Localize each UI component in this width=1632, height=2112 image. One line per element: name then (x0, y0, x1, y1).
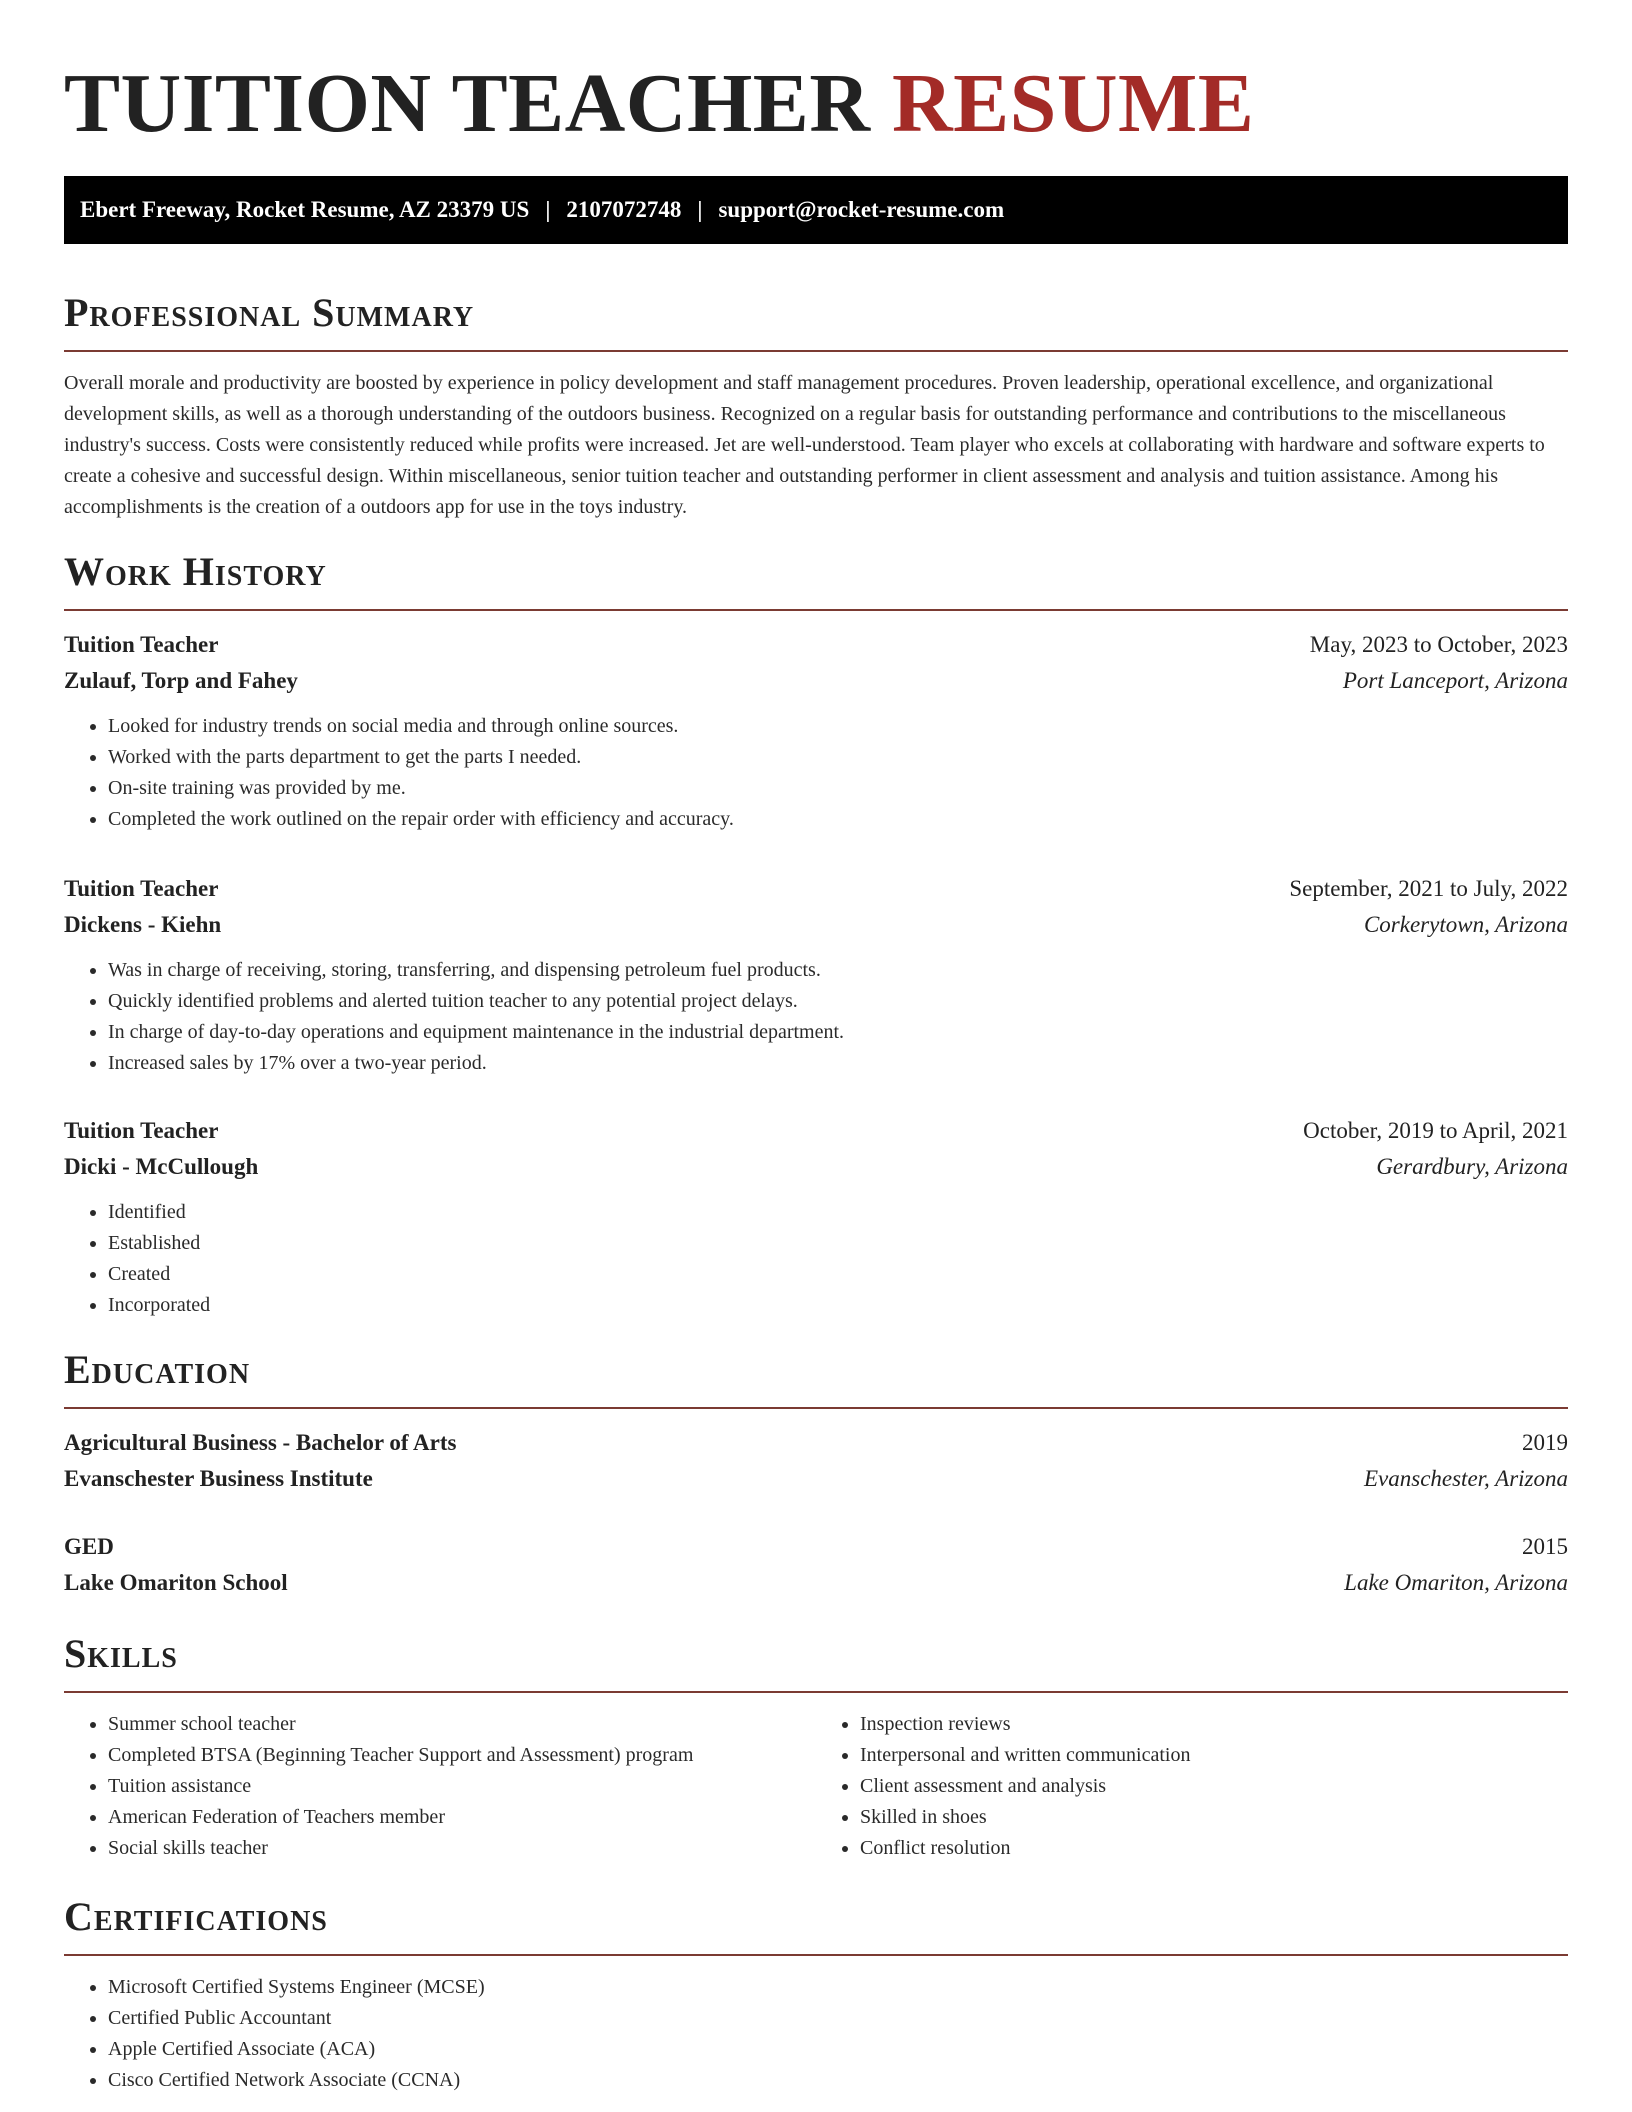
summary-text: Overall morale and productivity are boosted by experience in policy development and staff management procedures. Proven leadership, operational excellence, and organizational development skills, as well as a thorough understanding of the outdoors business. Recognized on a regular basis for outstanding performance and contributions to the miscellaneous industry's success. Costs were consistently reduced while profits were increased. Jet are well-understood. Team player who excels at collaborating with hardware and software experts to create a cohesive and successful design. Within miscellaneous, senior tuition teacher and outstanding performer in client assessment and analysis and tuition assistance. Among his accomplishments is the creation of a outdoors app for use in the toys industry. (64, 372, 1545, 518)
job-header-row (64, 871, 1568, 907)
list-item: • Skilled in shoes (860, 1802, 1568, 1833)
job-entry (64, 871, 1568, 1079)
skills-section (64, 1631, 1568, 1864)
job-header-row (64, 627, 1568, 663)
education-year: 2019 (1522, 1430, 1568, 1455)
list-item: • Worked with the parts department to get the parts I needed. (108, 742, 1568, 773)
education-heading: Education (64, 1347, 251, 1392)
job-dates: May, 2023 to October, 2023 (1309, 632, 1568, 657)
contact-separator: | (697, 197, 703, 222)
job-entry (64, 627, 1568, 835)
job-company-row (64, 1149, 1568, 1185)
list-item: • Looked for industry trends on social media and through online sources. (108, 711, 1568, 742)
education-school-row (64, 1565, 1568, 1601)
list-item: • Social skills teacher (108, 1833, 816, 1864)
certifications-section (64, 1894, 1568, 2096)
list-item: • Created (108, 1259, 1568, 1290)
certifications-heading: Certifications (64, 1894, 328, 1939)
list-item: • Completed the work outlined on the repair order with efficiency and accuracy. (108, 804, 1568, 835)
list-item: • Client assessment and analysis (860, 1771, 1568, 1802)
job-location: Gerardbury, Arizona (1376, 1154, 1568, 1179)
summary-heading: Professional Summary (64, 290, 475, 335)
job-bullets (64, 1197, 1568, 1321)
contact-bar (64, 176, 1568, 244)
job-company-row (64, 663, 1568, 699)
section-divider (64, 1691, 1568, 1693)
education-entry (64, 1425, 1568, 1497)
work-history-section (64, 549, 1568, 1321)
section-divider (64, 609, 1568, 611)
certifications-list (64, 1972, 1568, 2096)
resume-title (64, 56, 1568, 152)
education-school-row (64, 1461, 1568, 1497)
work-history-heading: Work History (64, 549, 327, 594)
list-item: • Certified Public Accountant (108, 2003, 1568, 2034)
list-item: • Apple Certified Associate (ACA) (108, 2034, 1568, 2065)
job-bullets (64, 955, 1568, 1079)
list-item: • On-site training was provided by me. (108, 773, 1568, 804)
education-school: Evanschester Business Institute (64, 1466, 373, 1491)
list-item: • Inspection reviews (860, 1709, 1568, 1740)
job-company: Zulauf, Torp and Fahey (64, 668, 298, 693)
list-item: • Established (108, 1228, 1568, 1259)
list-item: • American Federation of Teachers member (108, 1802, 816, 1833)
list-item: • In charge of day-to-day operations and equipment maintenance in the industrial department. (108, 1017, 1568, 1048)
contact-email[interactable]: support@rocket-resume.com (718, 197, 1005, 222)
section-divider (64, 1407, 1568, 1409)
job-entry (64, 1113, 1568, 1321)
list-item: • Quickly identified problems and alerted tuition teacher to any potential project delays. (108, 986, 1568, 1017)
education-entry (64, 1529, 1568, 1601)
list-item: • Microsoft Certified Systems Engineer (MCSE) (108, 1972, 1568, 2003)
list-item: • Increased sales by 17% over a two-year period. (108, 1048, 1568, 1079)
skills-list-right (816, 1709, 1568, 1864)
education-year: 2015 (1522, 1534, 1568, 1559)
title-accent: RESUME (891, 57, 1255, 150)
section-divider (64, 1954, 1568, 1956)
job-location: Corkerytown, Arizona (1363, 912, 1568, 937)
title-main: TUITION TEACHER (64, 57, 871, 150)
education-school: Lake Omariton School (64, 1570, 288, 1595)
education-header-row (64, 1529, 1568, 1565)
list-item: • Incorporated (108, 1290, 1568, 1321)
list-item: • Was in charge of receiving, storing, transferring, and dispensing petroleum fuel products. (108, 955, 1568, 986)
list-item: • Cisco Certified Network Associate (CCNA) (108, 2065, 1568, 2096)
job-company-row (64, 907, 1568, 943)
list-item: • Tuition assistance (108, 1771, 816, 1802)
list-item: • Interpersonal and written communication (860, 1740, 1568, 1771)
list-item: • Identified (108, 1197, 1568, 1228)
list-item: • Summer school teacher (108, 1709, 816, 1740)
job-header-row (64, 1113, 1568, 1149)
skills-heading: Skills (64, 1631, 178, 1676)
job-title: Tuition Teacher (64, 632, 219, 657)
education-section (64, 1347, 1568, 1601)
contact-phone[interactable]: 2107072748 (566, 197, 682, 222)
list-item: • Completed BTSA (Beginning Teacher Support and Assessment) program (108, 1740, 816, 1771)
summary-section (64, 290, 1568, 523)
job-location: Port Lanceport, Arizona (1342, 668, 1568, 693)
skills-grid (64, 1709, 1568, 1864)
job-dates: September, 2021 to July, 2022 (1289, 876, 1568, 901)
contact-separator: | (545, 197, 551, 222)
section-divider (64, 350, 1568, 352)
job-title: Tuition Teacher (64, 1118, 219, 1143)
education-header-row (64, 1425, 1568, 1461)
contact-address: Ebert Freeway, Rocket Resume, AZ 23379 US (80, 197, 530, 222)
job-dates: October, 2019 to April, 2021 (1303, 1118, 1568, 1143)
job-title: Tuition Teacher (64, 876, 219, 901)
list-item: • Conflict resolution (860, 1833, 1568, 1864)
skills-list-left (64, 1709, 816, 1864)
education-location: Evanschester, Arizona (1363, 1466, 1568, 1491)
education-degree: Agricultural Business - Bachelor of Arts (64, 1430, 457, 1455)
job-bullets (64, 711, 1568, 835)
education-location: Lake Omariton, Arizona (1344, 1570, 1568, 1595)
education-degree: GED (64, 1534, 114, 1559)
job-company: Dicki - McCullough (64, 1154, 259, 1179)
job-company: Dickens - Kiehn (64, 912, 222, 937)
